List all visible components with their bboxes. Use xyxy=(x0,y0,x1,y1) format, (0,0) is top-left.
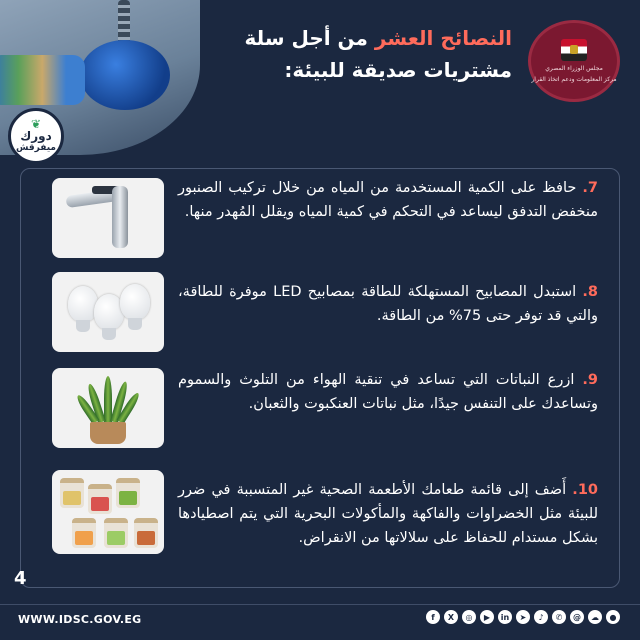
linkedin-icon[interactable]: in xyxy=(498,610,512,624)
campaign-logo-line1: دورك xyxy=(20,129,52,144)
egypt-emblem-icon xyxy=(561,39,587,61)
tip-text: حافظ على الكمية المستخدمة من المياه من خلال تركيب الصنبور منخفض التدفق ليساعد في التحكم في كمية المياه ويقلل المُهدر منها. xyxy=(178,180,598,220)
idsc-seal xyxy=(528,20,620,102)
page-title xyxy=(192,22,512,86)
campaign-logo xyxy=(8,108,64,164)
bulb-base xyxy=(128,318,142,330)
title-highlight: النصائح العشر xyxy=(374,26,512,50)
tip-number: 9. xyxy=(582,372,598,388)
tip-number: 7. xyxy=(582,180,598,196)
youtube-icon[interactable]: ▶ xyxy=(480,610,494,624)
jar-graphic xyxy=(88,484,112,514)
tip-text: ازرع النباتات التي تساعد في تنقية الهواء من التلوث والسموم وتساعدك على التنفس جيدًا، مثل نباتات العنكبوت والثعبان. xyxy=(178,372,598,412)
website-link[interactable]: WWW.IDSC.GOV.EG xyxy=(18,613,142,626)
tip-item-8 xyxy=(178,280,598,328)
seal-line1: مجلس الوزراء المصري xyxy=(545,64,603,72)
instagram-icon[interactable]: ◎ xyxy=(462,610,476,624)
jar-graphic xyxy=(104,518,128,548)
facebook-icon[interactable]: f xyxy=(426,610,440,624)
campaign-logo-line2: ميفرقش xyxy=(16,142,56,153)
chain-graphic xyxy=(118,0,130,45)
soundcloud-icon[interactable]: ☁ xyxy=(588,610,602,624)
tip-item-10 xyxy=(178,478,598,550)
threads-icon[interactable]: @ xyxy=(570,610,584,624)
tip-number: 8. xyxy=(582,284,598,300)
flickr-icon[interactable]: ● xyxy=(606,610,620,624)
plastic-bag-graphic xyxy=(80,40,170,110)
jar-graphic xyxy=(134,518,158,548)
telegram-icon[interactable]: ➤ xyxy=(516,610,530,624)
earth-graphic xyxy=(0,55,85,105)
social-icons xyxy=(426,610,620,624)
jar-graphic xyxy=(72,518,96,548)
led-bulbs-image xyxy=(52,272,164,352)
tip-number: 10. xyxy=(572,482,598,498)
leaf-icon: ❦ xyxy=(30,117,42,132)
faucet-image xyxy=(52,178,164,258)
snake-plant-image xyxy=(52,368,164,448)
tip-text: أَضف إلى قائمة طعامك الأطعمة الصحية غير المتسببة في ضرر للبيئة مثل الخضراوات والفاكهة والمأكولات البحرية التي يتم اصطيادها بشكل مستدام للحفاظ على سلالاتها من الانقراض. xyxy=(178,482,598,546)
footer-divider xyxy=(0,604,640,605)
jar-graphic xyxy=(60,478,84,508)
faucet-body xyxy=(112,186,128,248)
tip-item-9 xyxy=(178,368,598,416)
tip-text: استبدل المصابيح المستهلكة للطاقة بمصابيح LED موفرة للطاقة، والتي قد توفر حتى 75% من الطاقة. xyxy=(178,284,598,324)
plant-pot xyxy=(90,422,126,444)
page-number: 4 xyxy=(14,568,27,589)
title-rest: من أجل سلة xyxy=(244,26,375,50)
bulb-icon xyxy=(120,284,150,320)
title-line2: مشتريات صديقة للبيئة: xyxy=(284,58,512,82)
food-jars-image xyxy=(52,470,164,554)
tiktok-icon[interactable]: ♪ xyxy=(534,610,548,624)
tip-item-7 xyxy=(178,176,598,224)
bulb-base xyxy=(102,328,116,340)
seal-line2: مركز المعلومات ودعم اتخاذ القرار xyxy=(531,76,617,83)
whatsapp-icon[interactable]: ✆ xyxy=(552,610,566,624)
x-icon[interactable]: X xyxy=(444,610,458,624)
jar-graphic xyxy=(116,478,140,508)
bulb-base xyxy=(76,320,90,332)
title-line1 xyxy=(192,22,512,54)
